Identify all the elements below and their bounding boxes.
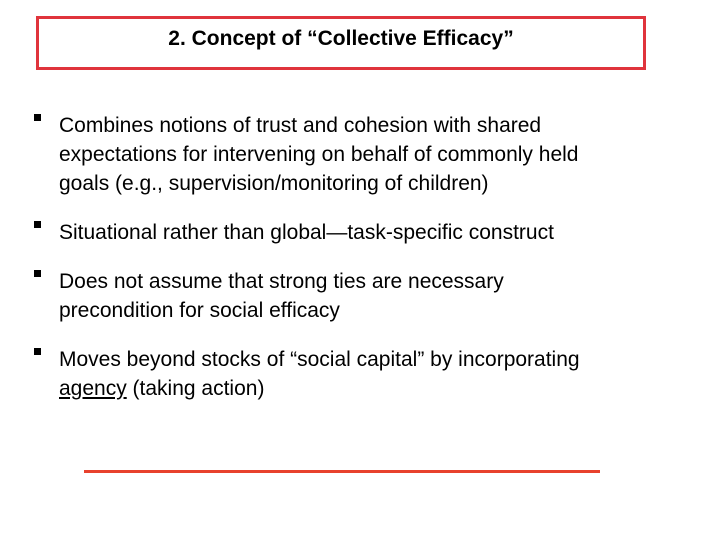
bullet-item	[34, 111, 714, 198]
footer-rule	[84, 470, 600, 473]
underlined-term: agency	[59, 377, 127, 400]
bullet-item	[34, 218, 714, 247]
square-bullet-icon	[34, 270, 41, 277]
bullet-text-line: Situational rather than global—task-specific construct	[59, 221, 554, 244]
bullet-list	[34, 111, 714, 403]
square-bullet-icon	[34, 348, 41, 355]
bullet-text-line	[59, 374, 714, 403]
bullet-text-line: Combines notions of trust and cohesion with shared	[59, 114, 542, 137]
square-bullet-icon	[34, 221, 41, 228]
bullet-text-line: Does not assume that strong ties are necessary	[59, 270, 504, 293]
bullet-text-fragment: (taking action)	[126, 377, 265, 400]
bullet-item	[34, 267, 714, 325]
bullet-text-line: precondition for social efficacy	[59, 299, 340, 322]
slide-title: 2. Concept of “Collective Efficacy”	[168, 27, 514, 50]
square-bullet-icon	[34, 114, 41, 121]
bullet-text-line: Moves beyond stocks of “social capital” by incorporating	[59, 348, 580, 371]
bullet-text-line: expectations for intervening on behalf of commonly held	[59, 143, 579, 166]
bullet-text-line: goals (e.g., supervision/monitoring of children)	[59, 172, 489, 195]
bullet-item	[34, 345, 714, 403]
title-box	[36, 16, 646, 70]
